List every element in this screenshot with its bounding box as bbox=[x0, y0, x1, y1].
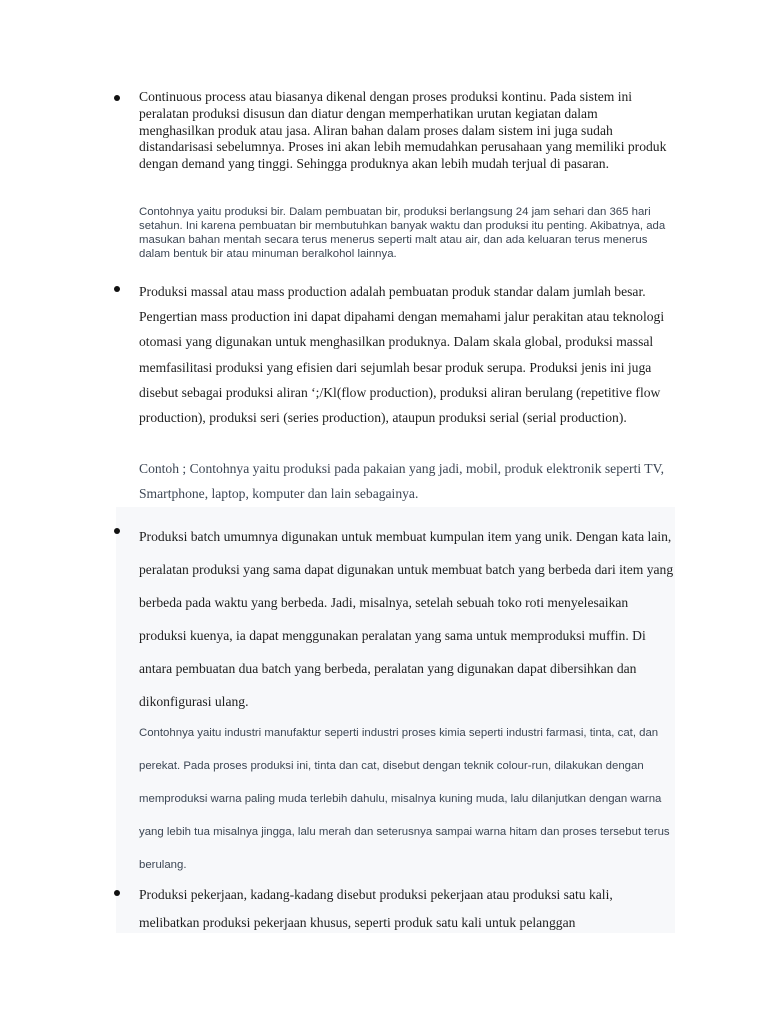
bullet-icon bbox=[114, 528, 120, 534]
item-text: Produksi massal atau mass production adalah pembuatan produk standar dalam jumlah besar. Pengertian mass production ini dapat dipahami dengan memahami jalur perakitan atau teknologi otomasi yang digunakan untuk menghasilkan produknya. Dalam skala global, produksi massal memfasilitasi produksi yang efisien dari sejumlah besar produk serupa. Produksi jenis ini juga disebut sebagai produksi aliran ‘;/Kl(flow production), produksi aliran berulang (repetitive flow production), produksi seri (series production), ataupun produksi serial (serial production). bbox=[139, 284, 665, 426]
example-text: Contohnya yaitu industri manufaktur seperti industri proses kimia seperti industri farmasi, tinta, cat, dan perekat. Pada proses produksi ini, tinta dan cat, disebut dengan teknik colour-run, dilakukan dengan memproduksi warna paling muda terlebih dahulu, misalnya kuning muda, lalu dilanjutkan dengan warna yang lebih tua misalnya jingga, lalu merah dan seterusnya sampai warna hitam dan proses tersebut terus berulang. bbox=[139, 727, 670, 871]
item-text: Continuous process atau biasanya dikenal dengan proses produksi kontinu. Pada sistem ini peralatan produksi disusun dan diatur dengan memperhatikan urutan kegiatan dalam menghasilkan produk atau jasa. Aliran bahan dalam proses dalam sistem ini juga sudah distandarisasi sebelumnya. Proses ini akan lebih memudahkan perusahaan yang memiliki produk dengan demand yang tinggi. Sehingga produknya akan lebih mudah terjual di pasaran. bbox=[139, 89, 667, 172]
item-text: Produksi pekerjaan, kadang-kadang disebut produksi pekerjaan atau produksi satu kali, melibatkan produksi pekerjaan khusus, seperti produk satu kali untuk pelanggan bbox=[139, 887, 613, 930]
example-text: Contoh ; Contohnya yaitu produksi pada pakaian yang jadi, mobil, produk elektronik seperti TV, Smartphone, laptop, komputer dan lain sebagainya. bbox=[139, 461, 665, 502]
item-text: Produksi batch umumnya digunakan untuk membuat kumpulan item yang unik. Dengan kata lain, peralatan produksi yang sama dapat digunakan untuk membuat batch yang berbeda dari item yang berbeda pada waktu yang berbeda. Jadi, misalnya, setelah sebuah toko roti menyelesaikan produksi kuenya, ia dapat menggunakan peralatan yang sama untuk memproduksi muffin. Di antara pembuatan dua batch yang berbeda, peralatan yang digunakan dapat dibersihkan dan dikonfigurasi ulang. bbox=[139, 529, 674, 709]
bullet-icon bbox=[114, 286, 120, 292]
bullet-icon bbox=[114, 95, 120, 101]
example-text: Contohnya yaitu produksi bir. Dalam pembuatan bir, produksi berlangsung 24 jam sehari dan 365 hari setahun. Ini karena pembuatan bir membutuhkan banyak waktu dan produksi itu penting. Akibatnya, ada masukan bahan mentah secara terus menerus seperti malt atau air, dan ada keluaran terus menerus dalam bentuk bir atau minuman beralkohol lainnya. bbox=[139, 206, 666, 260]
bullet-icon bbox=[114, 890, 120, 896]
